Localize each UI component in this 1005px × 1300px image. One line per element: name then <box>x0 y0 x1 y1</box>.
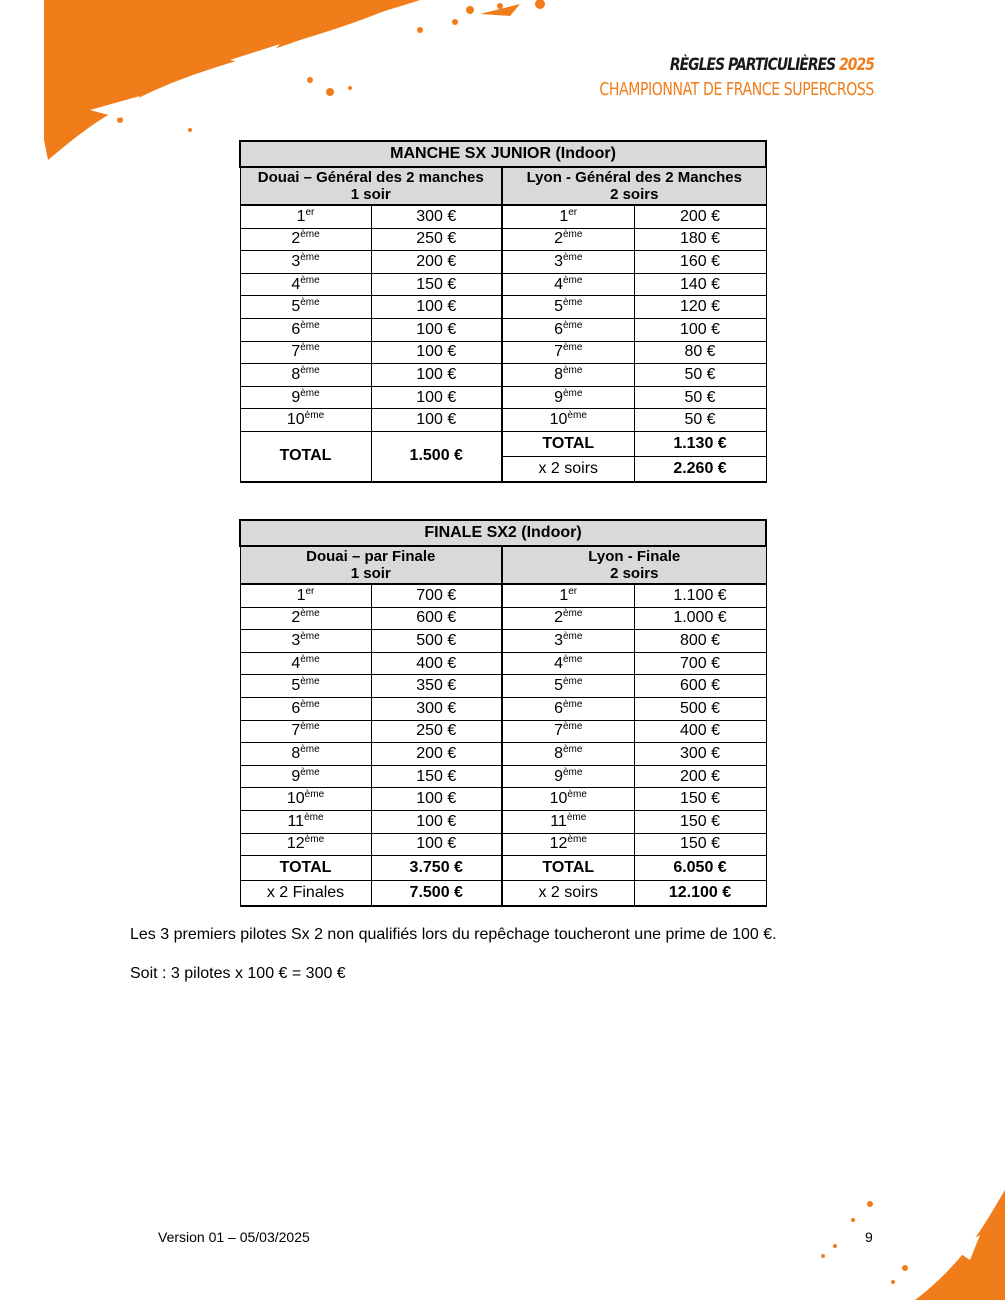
rank-suffix: ème <box>300 653 320 665</box>
prize-amount: 250 € <box>371 228 502 251</box>
rank-number: 7 <box>554 343 563 361</box>
page-number: 9 <box>865 1229 873 1245</box>
rank-suffix: ème <box>567 789 587 801</box>
rank-number: 8 <box>291 365 301 383</box>
rank-suffix: ème <box>562 653 583 665</box>
prize-amount: 50 € <box>634 364 766 387</box>
rank-cell <box>240 386 371 409</box>
rank-suffix: ème <box>300 721 320 733</box>
orange-brush-splash-bottom <box>805 1190 1005 1300</box>
rank-cell <box>502 652 634 675</box>
rank-suffix: ème <box>300 387 320 399</box>
prize-amount: 250 € <box>371 720 502 743</box>
rank-cell <box>240 607 371 630</box>
prize-amount: 50 € <box>634 386 766 409</box>
table-header-lyon: Lyon - Finale 2 soirs <box>502 546 766 584</box>
rank-suffix: ème <box>300 297 320 309</box>
rank-number: 4 <box>291 654 301 672</box>
total-label: TOTAL <box>502 431 634 456</box>
rank-cell <box>240 584 371 607</box>
prize-table-sx-junior <box>239 140 767 483</box>
rank-cell <box>240 810 371 833</box>
prize-amount: 80 € <box>634 341 766 364</box>
rank-number: 2 <box>291 230 301 248</box>
table-row <box>240 765 766 788</box>
prize-amount: 100 € <box>634 318 766 341</box>
rank-cell <box>240 296 371 319</box>
total-label: TOTAL <box>240 856 371 881</box>
rank-suffix: ème <box>562 698 583 710</box>
rank-cell <box>240 318 371 341</box>
rank-number: 4 <box>291 275 301 293</box>
prize-amount: 100 € <box>371 788 502 811</box>
table-header-lyon: Lyon - Général des 2 Manches 2 soirs <box>502 167 766 205</box>
rank-number: 11 <box>550 812 567 830</box>
rank-cell <box>502 364 634 387</box>
rank-suffix: ème <box>300 630 320 642</box>
rank-cell <box>240 720 371 743</box>
rank-suffix: ème <box>300 608 320 620</box>
rank-number: 3 <box>291 631 301 649</box>
rank-suffix: er <box>305 206 315 218</box>
multiplier-value: 2.260 € <box>634 456 766 482</box>
table-row <box>240 386 766 409</box>
prize-amount: 50 € <box>634 409 766 432</box>
prize-amount: 700 € <box>371 584 502 607</box>
prize-amount: 350 € <box>371 675 502 698</box>
rank-number: 1 <box>296 586 306 604</box>
rank-number: 1 <box>559 586 569 604</box>
document-title <box>585 55 874 75</box>
rank-number: 6 <box>554 320 563 338</box>
rank-suffix: ème <box>300 698 320 710</box>
table-row <box>240 810 766 833</box>
note-repechage: Les 3 premiers pilotes Sx 2 non qualifiés lors du repêchage toucheront une prime de 100 €. <box>130 926 777 943</box>
title-text: RÈGLES PARTICULIÈRES <box>669 55 836 75</box>
rank-suffix: ème <box>304 410 325 422</box>
rank-suffix: ème <box>300 229 320 241</box>
prize-amount: 300 € <box>371 697 502 720</box>
rank-suffix: ème <box>566 811 587 823</box>
prize-amount: 1.100 € <box>634 584 766 607</box>
rank-suffix: ème <box>562 743 583 755</box>
table-row <box>240 341 766 364</box>
prize-amount: 800 € <box>634 630 766 653</box>
rank-cell <box>502 296 634 319</box>
rank-cell <box>240 341 371 364</box>
note-total-prime: Soit : 3 pilotes x 100 € = 300 € <box>130 965 346 982</box>
table-row <box>240 584 766 607</box>
table-row <box>240 273 766 296</box>
rank-number: 5 <box>554 298 563 316</box>
rank-suffix: ème <box>304 789 325 801</box>
prize-amount: 150 € <box>634 788 766 811</box>
rank-cell <box>240 409 371 432</box>
table-row <box>240 675 766 698</box>
rank-suffix: ème <box>300 274 320 286</box>
rank-suffix: ème <box>304 811 324 823</box>
rank-cell <box>240 765 371 788</box>
multiplier-label: x 2 Finales <box>240 881 371 907</box>
title-year: 2025 <box>839 55 874 75</box>
rank-number: 3 <box>554 252 563 270</box>
rank-number: 2 <box>554 609 563 627</box>
prize-amount: 500 € <box>371 630 502 653</box>
rank-cell <box>502 251 634 274</box>
rank-suffix: ème <box>562 229 583 241</box>
table-row <box>240 630 766 653</box>
prize-amount: 100 € <box>371 810 502 833</box>
rank-suffix: ème <box>562 608 583 620</box>
prize-amount: 200 € <box>634 205 766 228</box>
rank-cell <box>502 318 634 341</box>
prize-amount: 150 € <box>371 273 502 296</box>
table-row <box>240 697 766 720</box>
rank-number: 12 <box>286 835 305 853</box>
rank-suffix: ème <box>300 319 320 331</box>
rank-cell <box>502 386 634 409</box>
rank-cell <box>240 675 371 698</box>
rank-cell <box>240 205 371 228</box>
table-row <box>240 788 766 811</box>
table-row <box>240 296 766 319</box>
table-header-douai: Douai – Général des 2 manches 1 soir <box>240 167 502 205</box>
rank-suffix: ème <box>562 251 583 263</box>
rank-cell <box>240 833 371 856</box>
rank-cell <box>502 630 634 653</box>
rank-cell <box>502 409 634 432</box>
rank-cell <box>502 743 634 766</box>
rank-number: 10 <box>549 411 568 429</box>
rank-suffix: ème <box>562 721 583 733</box>
total-value: 3.750 € <box>371 856 502 881</box>
rank-cell <box>502 720 634 743</box>
rank-number: 6 <box>554 699 563 717</box>
rank-number: 8 <box>554 365 563 383</box>
rank-number: 1 <box>296 207 306 225</box>
rank-cell <box>240 630 371 653</box>
prize-table-finale-sx2 <box>239 519 767 907</box>
prize-amount: 300 € <box>371 205 502 228</box>
table-row <box>240 205 766 228</box>
prize-amount: 150 € <box>634 833 766 856</box>
rank-suffix: er <box>305 585 315 597</box>
table-row <box>240 251 766 274</box>
rank-number: 10 <box>286 411 305 429</box>
rank-cell <box>240 652 371 675</box>
rank-number: 8 <box>554 744 563 762</box>
prize-amount: 160 € <box>634 251 766 274</box>
rank-cell <box>240 743 371 766</box>
rank-cell <box>502 697 634 720</box>
prize-amount: 150 € <box>371 765 502 788</box>
multiplier-label: x 2 soirs <box>502 881 634 907</box>
table-row <box>240 833 766 856</box>
rank-cell <box>502 205 634 228</box>
rank-suffix: ème <box>562 297 583 309</box>
table-title: FINALE SX2 (Indoor) <box>240 520 766 546</box>
table-row <box>240 652 766 675</box>
rank-cell <box>240 364 371 387</box>
rank-number: 5 <box>554 677 563 695</box>
rank-cell <box>502 607 634 630</box>
rank-number: 7 <box>554 722 563 740</box>
prize-amount: 120 € <box>634 296 766 319</box>
table-body <box>240 205 766 431</box>
prize-amount: 300 € <box>634 743 766 766</box>
rank-number: 9 <box>554 767 563 785</box>
rank-number: 5 <box>291 677 301 695</box>
table-row <box>240 228 766 251</box>
rank-suffix: ème <box>562 676 583 688</box>
table-body <box>240 584 766 856</box>
rank-suffix: ème <box>300 364 320 376</box>
rank-cell <box>502 228 634 251</box>
prize-amount: 700 € <box>634 652 766 675</box>
rank-number: 3 <box>291 252 301 270</box>
table-row <box>240 720 766 743</box>
rank-number: 4 <box>554 654 563 672</box>
table-title: MANCHE SX JUNIOR (Indoor) <box>240 141 766 167</box>
rank-cell <box>240 273 371 296</box>
table-header-douai: Douai – par Finale 1 soir <box>240 546 502 584</box>
table-row <box>240 743 766 766</box>
rank-suffix: ème <box>300 342 320 354</box>
rank-number: 9 <box>291 388 301 406</box>
rank-number: 2 <box>554 230 563 248</box>
rank-suffix: ème <box>562 274 583 286</box>
prize-amount: 600 € <box>371 607 502 630</box>
prize-amount: 1.000 € <box>634 607 766 630</box>
rank-suffix: ème <box>562 630 583 642</box>
rank-cell <box>502 273 634 296</box>
rank-number: 1 <box>559 207 569 225</box>
rank-number: 10 <box>286 790 305 808</box>
table-row <box>240 607 766 630</box>
table-row <box>240 409 766 432</box>
rank-suffix: ème <box>304 834 325 846</box>
rank-suffix: ème <box>300 766 320 778</box>
rank-number: 3 <box>554 631 563 649</box>
rank-number: 2 <box>291 609 301 627</box>
prize-amount: 200 € <box>634 765 766 788</box>
total-label: TOTAL <box>240 431 371 482</box>
prize-amount: 600 € <box>634 675 766 698</box>
rank-suffix: er <box>568 585 578 597</box>
rank-cell <box>502 810 634 833</box>
rank-suffix: ème <box>562 766 583 778</box>
prize-amount: 100 € <box>371 318 502 341</box>
rank-number: 6 <box>291 320 301 338</box>
rank-suffix: ème <box>562 319 583 331</box>
total-label: TOTAL <box>502 856 634 881</box>
rank-number: 9 <box>291 767 301 785</box>
prize-amount: 150 € <box>634 810 766 833</box>
rank-suffix: ème <box>567 834 587 846</box>
rank-number: 8 <box>291 744 301 762</box>
prize-amount: 400 € <box>634 720 766 743</box>
rank-number: 12 <box>549 835 568 853</box>
rank-cell <box>502 341 634 364</box>
prize-amount: 100 € <box>371 833 502 856</box>
rank-suffix: er <box>568 206 578 218</box>
prize-amount: 140 € <box>634 273 766 296</box>
rank-cell <box>240 697 371 720</box>
multiplier-value: 12.100 € <box>634 881 766 907</box>
rank-suffix: ème <box>562 342 583 354</box>
rank-cell <box>502 788 634 811</box>
rank-suffix: ème <box>300 251 320 263</box>
rank-suffix: ème <box>300 743 320 755</box>
prize-amount: 400 € <box>371 652 502 675</box>
prize-amount: 500 € <box>634 697 766 720</box>
document-header <box>522 55 874 100</box>
rank-cell <box>240 228 371 251</box>
rank-number: 10 <box>549 790 568 808</box>
document-subtitle: CHAMPIONNAT DE FRANCE SUPERCROSS <box>599 79 874 100</box>
rank-number: 9 <box>554 388 563 406</box>
rank-suffix: ème <box>562 387 583 399</box>
prize-amount: 100 € <box>371 386 502 409</box>
prize-amount: 100 € <box>371 409 502 432</box>
rank-cell <box>502 584 634 607</box>
rank-cell <box>502 833 634 856</box>
rank-number: 11 <box>287 812 305 830</box>
multiplier-value: 7.500 € <box>371 881 502 907</box>
total-value: 1.500 € <box>371 431 502 482</box>
prize-amount: 200 € <box>371 251 502 274</box>
rank-cell <box>502 765 634 788</box>
prize-amount: 200 € <box>371 743 502 766</box>
rank-cell <box>502 675 634 698</box>
rank-number: 4 <box>554 275 563 293</box>
rank-number: 5 <box>291 298 301 316</box>
prize-amount: 100 € <box>371 341 502 364</box>
footer-version: Version 01 – 05/03/2025 <box>158 1229 310 1245</box>
rank-number: 6 <box>291 699 301 717</box>
rank-cell <box>240 251 371 274</box>
rank-suffix: ème <box>300 676 320 688</box>
table-row <box>240 318 766 341</box>
rank-suffix: ème <box>562 364 583 376</box>
rank-suffix: ème <box>567 410 587 422</box>
prize-amount: 100 € <box>371 364 502 387</box>
total-value: 1.130 € <box>634 431 766 456</box>
multiplier-label: x 2 soirs <box>502 456 634 482</box>
rank-number: 7 <box>291 722 301 740</box>
rank-number: 7 <box>291 343 301 361</box>
prize-amount: 100 € <box>371 296 502 319</box>
rank-cell <box>240 788 371 811</box>
table-row <box>240 364 766 387</box>
prize-amount: 180 € <box>634 228 766 251</box>
total-value: 6.050 € <box>634 856 766 881</box>
